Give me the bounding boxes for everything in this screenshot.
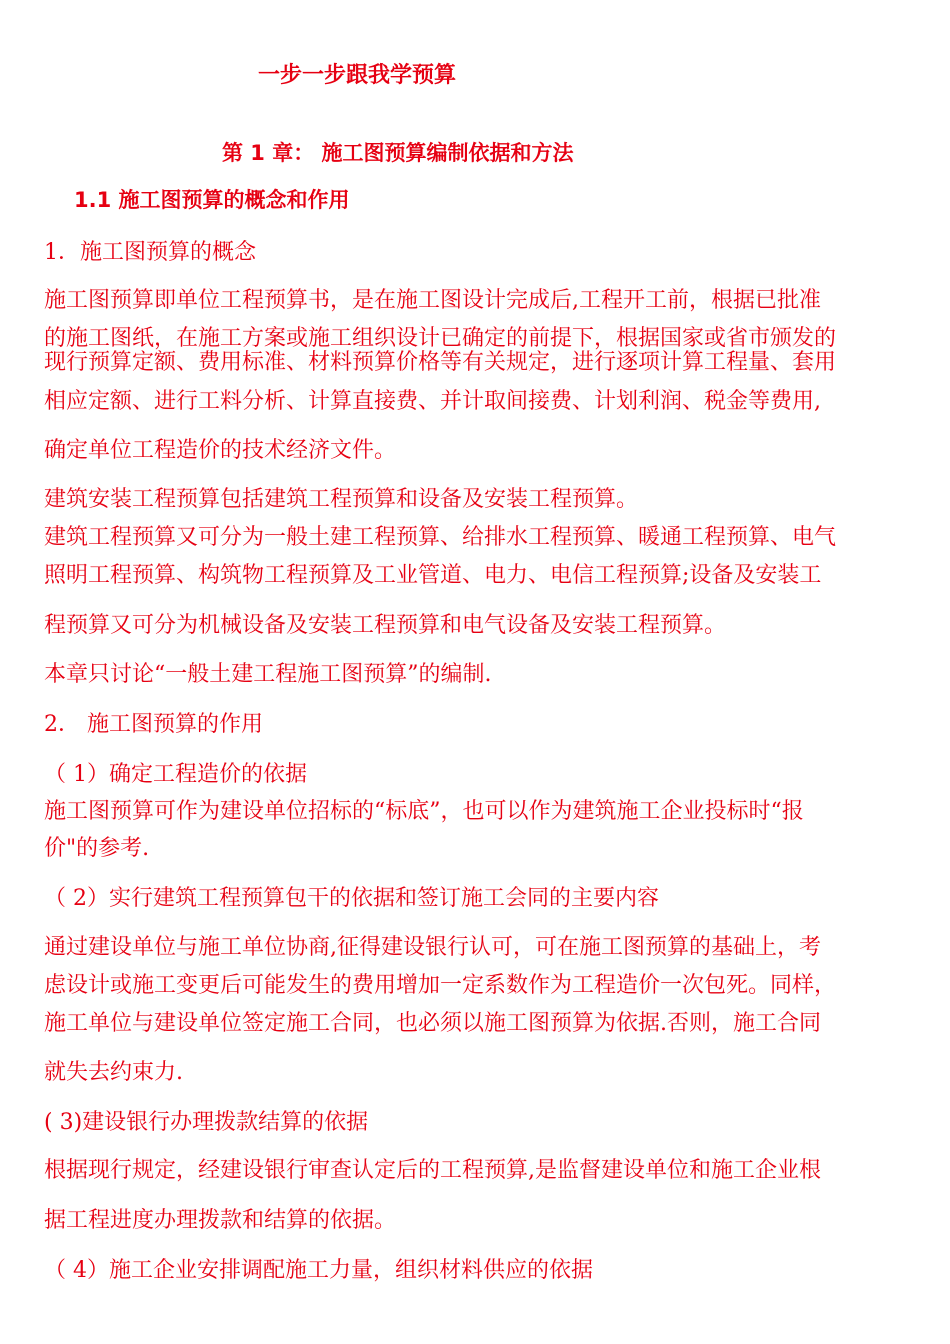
paragraph-line: 现行预算定额、费用标准、材料预算价格等有关规定，进行逐项计算工程量、套用 <box>44 350 837 375</box>
paragraph-line: 通过建设单位与施工单位协商,征得建设银行认可，可在施工图预算的基础上，考 <box>44 935 821 960</box>
paragraph-line: 程预算又可分为机械设备及安装工程预算和电气设备及安装工程预算。 <box>44 613 727 638</box>
paragraph-line: 施工单位与建设单位签定施工合同，也必须以施工图预算为依据.否则，施工合同 <box>44 1011 821 1036</box>
paragraph-line: 虑设计或施工变更后可能发生的费用增加一定系数作为工程造价一次包死。同样， <box>44 973 837 998</box>
paragraph-line: （ 2）实行建筑工程预算包干的依据和签订施工会同的主要内容 <box>44 886 659 911</box>
paragraph-line: （ 4）施工企业安排调配施工力量，组织材料供应的依据 <box>44 1258 593 1283</box>
paragraph-line: 价"的参考. <box>44 836 150 861</box>
paragraph-line: 施工图预算即单位工程预算书，是在施工图设计完成后,工程开工前，根据已批准 <box>44 288 821 313</box>
paragraph-line: 确定单位工程造价的技术经济文件。 <box>44 438 397 463</box>
paragraph-line: 本章只讨论“一般土建工程施工图预算”的编制. <box>44 662 492 687</box>
section-heading: 1.1 施工图预算的概念和作用 <box>74 188 350 212</box>
paragraph-line: 建筑安装工程预算包括建筑工程预算和设备及安装工程预算。 <box>44 487 639 512</box>
paragraph-line: ( 3)建设银行办理拨款结算的依据 <box>44 1110 369 1135</box>
paragraph-line: 1．施工图预算的概念 <box>44 240 256 265</box>
paragraph-line: 的施工图纸，在施工方案或施工组织设计已确定的前提下，根据国家或省市颁发的 <box>44 326 837 351</box>
document-title: 一步一步跟我学预算 <box>258 63 457 88</box>
paragraph-line: 施工图预算可作为建设单位招标的“标底”，也可以作为建筑施工企业投标时“报 <box>44 799 804 824</box>
paragraph-line: 相应定额、进行工料分析、计算直接费、并计取间接费、计划利润、税金等费用, <box>44 389 821 414</box>
paragraph-line: 据工程进度办理拨款和结算的依据。 <box>44 1208 397 1233</box>
chapter-heading: 第 1 章： 施工图预算编制依据和方法 <box>222 141 574 165</box>
paragraph-line: 根据现行规定，经建设银行审查认定后的工程预算,是监督建设单位和施工企业根 <box>44 1158 821 1183</box>
paragraph-line: 照明工程预算、构筑物工程预算及工业管道、电力、电信工程预算;设备及安装工 <box>44 563 822 588</box>
paragraph-line: 2． 施工图预算的作用 <box>44 712 263 737</box>
paragraph-line: 就失去约束力. <box>44 1060 183 1085</box>
paragraph-line: 建筑工程预算又可分为一般土建工程预算、给排水工程预算、暖通工程预算、电气 <box>44 525 837 550</box>
paragraph-line: （ 1）确定工程造价的依据 <box>44 762 307 787</box>
